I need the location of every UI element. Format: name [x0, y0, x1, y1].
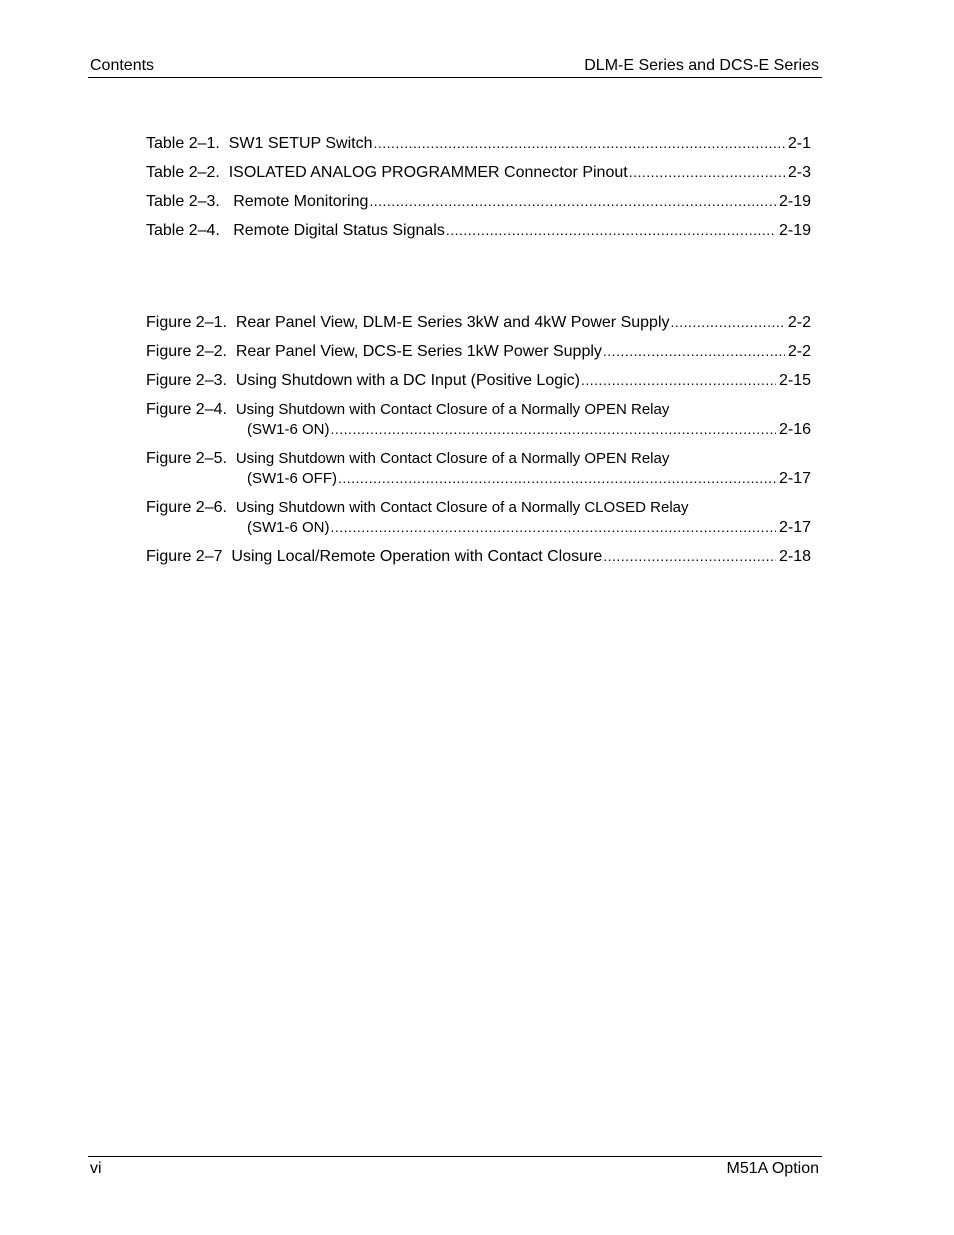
- toc-entry-page: 2-19: [778, 222, 811, 239]
- toc-entry-title: Figure 2–6. Using Shutdown with Contact Closure of a Normally CLOSED Relay: [146, 499, 689, 516]
- toc-entry-page: 2-17: [778, 470, 811, 487]
- toc-entry-title: Table 2–2. ISOLATED ANALOG PROGRAMMER Connector Pinout: [146, 164, 628, 181]
- toc-entry-page: 2-15: [778, 372, 811, 389]
- header-section-label: Contents: [90, 57, 155, 74]
- footer-option-label: M51A Option: [726, 1160, 819, 1177]
- page-number: vi: [90, 1160, 102, 1177]
- dot-leader: [581, 372, 776, 388]
- toc-entry-table-2-1[interactable]: [146, 135, 811, 164]
- dot-leader: [603, 343, 785, 359]
- dot-leader: [369, 193, 776, 209]
- toc-entry-figure-2-5[interactable]: [146, 450, 811, 499]
- toc-entry-figure-2-2[interactable]: [146, 343, 811, 372]
- page-footer: [88, 1156, 822, 1177]
- toc-entry-figure-2-1[interactable]: [146, 314, 811, 343]
- toc-entry-title: Figure 2–4. Using Shutdown with Contact Closure of a Normally OPEN Relay: [146, 401, 670, 418]
- dot-leader: [629, 164, 785, 180]
- toc-entry-continuation: (SW1-6 ON): [247, 421, 330, 438]
- toc-entry-figure-2-3[interactable]: [146, 372, 811, 401]
- dot-leader: [373, 135, 784, 151]
- toc-entry-page: 2-2: [787, 314, 811, 331]
- toc-entry-table-2-4[interactable]: [146, 222, 811, 251]
- toc-entry-title: Figure 2–3. Using Shutdown with a DC Input (Positive Logic): [146, 372, 580, 389]
- dot-leader: [338, 470, 776, 486]
- toc-entry-table-2-2[interactable]: [146, 164, 811, 193]
- dot-leader: [671, 314, 785, 330]
- dot-leader: [331, 519, 776, 535]
- dot-leader: [603, 548, 776, 564]
- toc-entry-page: 2-16: [778, 421, 811, 438]
- toc-entry-page: 2-17: [778, 519, 811, 536]
- dot-leader: [331, 421, 776, 437]
- toc-entry-table-2-3[interactable]: [146, 193, 811, 222]
- toc-entry-continuation: (SW1-6 ON): [247, 519, 330, 536]
- toc-entry-page: 2-1: [787, 135, 811, 152]
- header-document-title: DLM-E Series and DCS-E Series: [584, 57, 819, 74]
- toc-entry-figure-2-4[interactable]: [146, 401, 811, 450]
- toc-entry-page: 2-18: [778, 548, 811, 565]
- list-of-figures: [146, 314, 811, 577]
- toc-entry-title: Table 2–4. Remote Digital Status Signals: [146, 222, 445, 239]
- toc-entry-continuation: (SW1-6 OFF): [247, 470, 337, 487]
- toc-entry-title: Figure 2–7 Using Local/Remote Operation with Contact Closure: [146, 548, 603, 565]
- toc-entry-page: 2-3: [787, 164, 811, 181]
- page-header: [88, 57, 822, 78]
- toc-entry-title: Table 2–1. SW1 SETUP Switch: [146, 135, 373, 152]
- toc-entry-page: 2-19: [778, 193, 811, 210]
- toc-entry-title: Table 2–3. Remote Monitoring: [146, 193, 369, 210]
- toc-entry-title: Figure 2–5. Using Shutdown with Contact Closure of a Normally OPEN Relay: [146, 450, 670, 467]
- toc-entry-title: Figure 2–2. Rear Panel View, DCS-E Series 1kW Power Supply: [146, 343, 602, 360]
- list-of-tables: [146, 135, 811, 251]
- toc-entry-figure-2-7[interactable]: [146, 548, 811, 577]
- dot-leader: [446, 222, 776, 238]
- toc-entry-figure-2-6[interactable]: [146, 499, 811, 548]
- toc-entry-title: Figure 2–1. Rear Panel View, DLM-E Series 3kW and 4kW Power Supply: [146, 314, 670, 331]
- toc-entry-page: 2-2: [787, 343, 811, 360]
